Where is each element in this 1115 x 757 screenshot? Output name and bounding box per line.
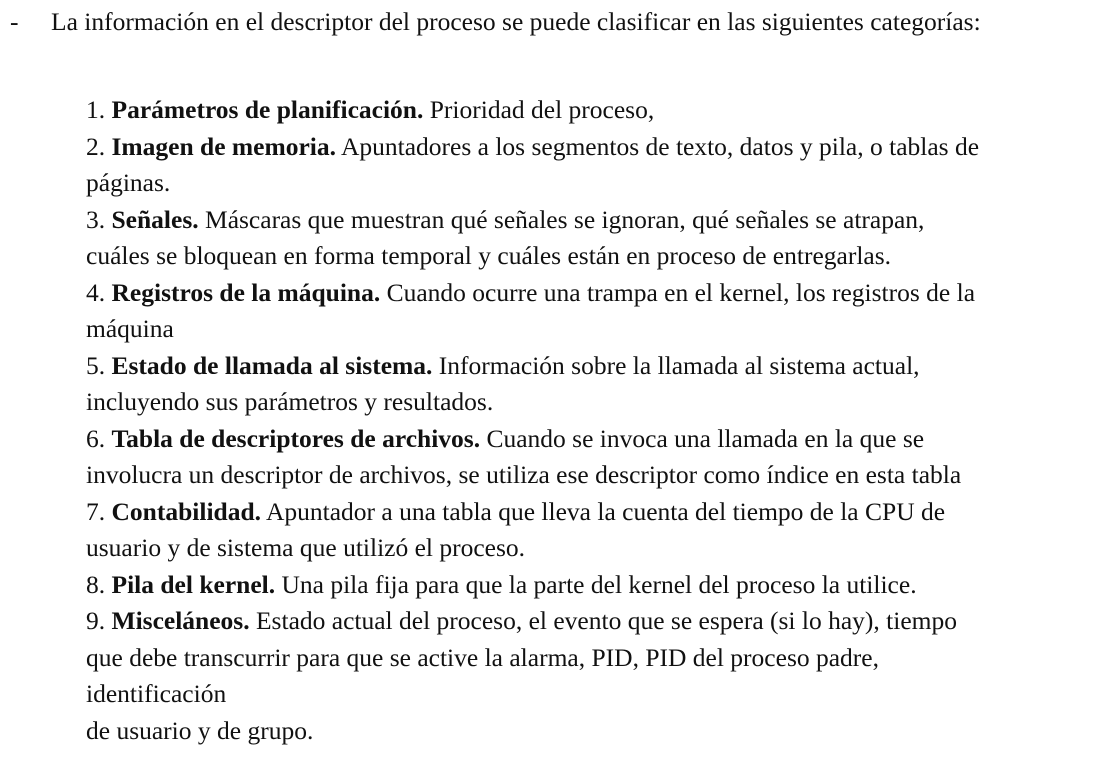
list-item-5 (86, 348, 1096, 421)
item-number: 9. (86, 606, 106, 635)
list-item-3 (86, 202, 1096, 275)
bullet-dash: - (10, 7, 19, 36)
intro-text: La información en el descriptor del proceso se puede clasificar en las siguientes categorías: (51, 7, 981, 36)
item-number: 1. (86, 95, 106, 124)
list-item-8 (86, 567, 1096, 604)
item-number: 2. (86, 131, 106, 161)
item-text: Información sobre la llamada al sistema actual, incluyendo sus parámetros y resultados. (86, 350, 920, 416)
item-text: Una pila fija para que la parte del kernel del proceso la utilice. (281, 569, 917, 599)
item-title: Misceláneos. (111, 606, 250, 635)
item-text: Cuando ocurre una trampa en el kernel, los registros de la máquina (86, 277, 976, 343)
item-title: Tabla de descriptores de archivos. (111, 423, 481, 453)
list-item-7 (86, 494, 1096, 567)
list-item-6 (86, 421, 1096, 494)
item-number: 3. (86, 204, 106, 234)
item-text: Máscaras que muestran qué señales se ignoran, qué señales se atrapan, cuáles se bloquean en forma temporal y cuáles están en proceso de entregarlas. (86, 204, 925, 270)
item-number: 8. (86, 569, 106, 599)
item-text: Cuando se invoca una llamada en la que se involucra un descriptor de archivos, se utiliza ese descriptor como índice en esta tabla (86, 423, 962, 489)
item-text: Apuntadores a los segmentos de texto, datos y pila, o tablas de páginas. (86, 131, 980, 197)
item-title: Registros de la máquina. (111, 277, 381, 307)
item-text: Estado actual del proceso, el evento que se espera (si lo hay), tiempo que debe transcurrir para que se active la alarma, PID, PID del proceso padre, identificación de usuario y de grupo. (86, 606, 957, 745)
item-title: Imagen de memoria. (111, 131, 336, 161)
list-item-4 (86, 275, 1096, 348)
item-number: 4. (86, 277, 106, 307)
list-item-9 (86, 603, 1096, 749)
list-item-1 (86, 92, 1096, 129)
item-text: Prioridad del proceso, (429, 95, 655, 124)
item-text: Apuntador a una tabla que lleva la cuenta del tiempo de la CPU de usuario y de sistema que utilizó el proceso. (86, 496, 946, 562)
category-list (86, 92, 1096, 749)
item-number: 7. (86, 496, 106, 526)
item-number: 5. (86, 350, 106, 380)
item-title: Pila del kernel. (111, 569, 276, 599)
item-title: Estado de llamada al sistema. (111, 350, 433, 380)
item-title: Parámetros de planificación. (111, 95, 424, 124)
item-title: Contabilidad. (111, 496, 262, 526)
item-title: Señales. (111, 204, 199, 234)
list-item-2 (86, 129, 1096, 202)
item-number: 6. (86, 423, 106, 453)
